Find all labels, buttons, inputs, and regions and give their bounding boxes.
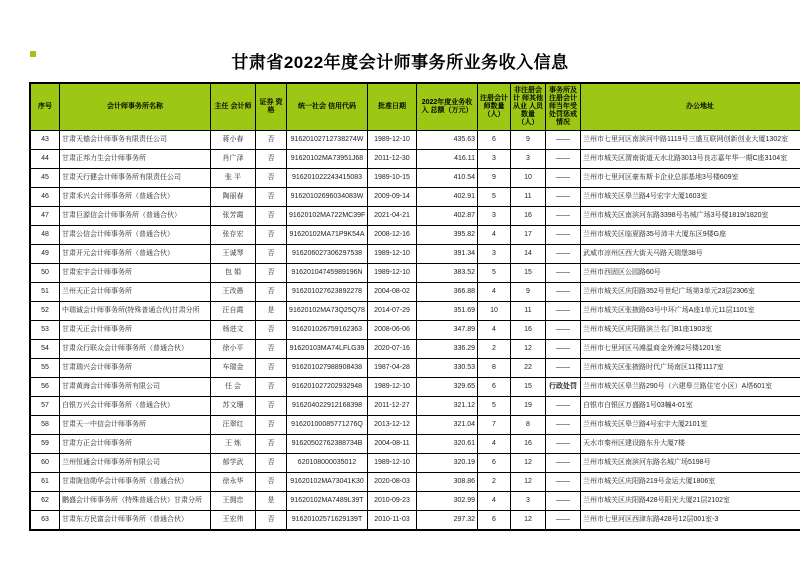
table-cell: —— xyxy=(546,283,581,302)
table-cell: 4 xyxy=(478,435,511,454)
table-cell: 62 xyxy=(30,492,60,511)
table-cell: 否 xyxy=(256,207,287,226)
table-cell: 甘肃宏宇会计师事务所 xyxy=(60,264,211,283)
table-row xyxy=(30,473,800,492)
table-cell: 甘肃方正会计师事务所 xyxy=(60,435,211,454)
table-cell: 王宏伟 xyxy=(211,511,256,531)
table-row xyxy=(30,226,800,245)
table-cell: 12 xyxy=(511,473,546,492)
table-cell: —— xyxy=(546,321,581,340)
table-cell: 兰州市城关区南滨河东路3398号名城广场3号楼1819/1820室 xyxy=(581,207,800,226)
table-cell: 6 xyxy=(478,378,511,397)
table-cell: 王 炼 xyxy=(211,435,256,454)
column-header: 2022年度业务收入 总额（万元） xyxy=(417,83,478,131)
table-cell: 1989-10-15 xyxy=(368,169,417,188)
table-cell: 916201022243415083 xyxy=(287,169,368,188)
table-cell: 甘肃禾兴会计师事务所（普通合伙） xyxy=(60,188,211,207)
table-cell: 347.89 xyxy=(417,321,478,340)
page-title: 甘肃省2022年度会计师事务所业务收入信息 xyxy=(231,53,569,72)
table-cell: 6 xyxy=(478,511,511,531)
table-cell: 鹏盛会计师事务所（特殊普通合伙）甘肃分所 xyxy=(60,492,211,511)
table-cell: —— xyxy=(546,169,581,188)
table-cell: 2008-12-16 xyxy=(368,226,417,245)
table-cell: 16 xyxy=(511,207,546,226)
table-cell: 徐永华 xyxy=(211,473,256,492)
table-cell: 366.88 xyxy=(417,283,478,302)
table-cell: 17 xyxy=(511,226,546,245)
table-cell: 兰州市城关区南滨河东路名城广场5198号 xyxy=(581,454,800,473)
table-cell: 51 xyxy=(30,283,60,302)
table-cell: 916201026759162363 xyxy=(287,321,368,340)
table-cell: 46 xyxy=(30,188,60,207)
table-cell: 395.82 xyxy=(417,226,478,245)
table-cell: 330.53 xyxy=(417,359,478,378)
table-cell: 351.69 xyxy=(417,302,478,321)
table-cell: 甘肃公信会计师事务所（普通合伙） xyxy=(60,226,211,245)
table-cell: —— xyxy=(546,359,581,378)
income-table xyxy=(29,82,800,531)
table-cell: 甘肃巨源信会计师事务所（普通合伙） xyxy=(60,207,211,226)
table-cell: 5 xyxy=(478,397,511,416)
table-cell: 否 xyxy=(256,188,287,207)
table-cell: 3 xyxy=(511,150,546,169)
table-cell: 否 xyxy=(256,473,287,492)
table-cell: 武威市凉州区西大街天马路天瑞堡38号 xyxy=(581,245,800,264)
table-cell: 中瑞诚会计师事务所(特殊普通合伙)甘肃分所 xyxy=(60,302,211,321)
table-cell: 2 xyxy=(478,340,511,359)
table-cell: 兰州市城关区庆阳路428号阳光大厦21层2102室 xyxy=(581,492,800,511)
table-cell: 54 xyxy=(30,340,60,359)
table-cell: 甘肃正邦力生会计师事务所 xyxy=(60,150,211,169)
table-cell: 1989-12-10 xyxy=(368,378,417,397)
table-cell: 61 xyxy=(30,473,60,492)
table-cell: 蒋小春 xyxy=(211,131,256,150)
table-cell: 91620102MA7489L39T xyxy=(287,492,368,511)
table-cell: 308.86 xyxy=(417,473,478,492)
table-cell: 91620102MA71P9K54A xyxy=(287,226,368,245)
table-cell: 4 xyxy=(478,321,511,340)
table-cell: 天水市秦州区建设路东升大厦7楼 xyxy=(581,435,800,454)
column-header: 事务所及 注册会计 师当年受 处罚惩戒 情况 xyxy=(546,83,581,131)
table-cell: 402.91 xyxy=(417,188,478,207)
table-cell: 1989-12-10 xyxy=(368,454,417,473)
table-cell: 22 xyxy=(511,359,546,378)
table-cell: 兰州恒通会计师事务所有限公司 xyxy=(60,454,211,473)
table-cell: 2008-06-06 xyxy=(368,321,417,340)
table-cell: 48 xyxy=(30,226,60,245)
table-cell: 63 xyxy=(30,511,60,531)
table-cell: —— xyxy=(546,416,581,435)
table-cell: 兰州市西固区公园路60号 xyxy=(581,264,800,283)
table-cell: 兰州市七里河区西津东路428号12层001室-3 xyxy=(581,511,800,531)
table-cell: 兰州市城关区临夏路35号沛丰大厦东区9楼G座 xyxy=(581,226,800,245)
table-cell: 否 xyxy=(256,150,287,169)
table-cell: 1989-12-10 xyxy=(368,264,417,283)
table-row xyxy=(30,397,800,416)
table-row xyxy=(30,302,800,321)
table-row xyxy=(30,321,800,340)
column-header: 注册会计 师数量 （人） xyxy=(478,83,511,131)
table-cell: 15 xyxy=(511,378,546,397)
table-cell: 是 xyxy=(256,302,287,321)
table-cell: 苏文珊 xyxy=(211,397,256,416)
table-cell: 否 xyxy=(256,435,287,454)
table-cell: 10 xyxy=(511,169,546,188)
table-cell: 2004-08-02 xyxy=(368,283,417,302)
table-cell: 行政处罚 xyxy=(546,378,581,397)
table-cell: 12 xyxy=(511,340,546,359)
table-cell: 王拥忠 xyxy=(211,492,256,511)
table-cell: 383.52 xyxy=(417,264,478,283)
table-row xyxy=(30,264,800,283)
table-cell: 兰州天正会计师事务所 xyxy=(60,283,211,302)
table-cell: 兰州市城关区皋兰路290号（六建皋兰路住宅小区）A塔601室 xyxy=(581,378,800,397)
table-cell: 4 xyxy=(478,226,511,245)
table-cell: 1987-04-28 xyxy=(368,359,417,378)
table-row xyxy=(30,435,800,454)
table-cell: 91620104745989196N xyxy=(287,264,368,283)
table-cell: 兰州市城关区张掖路63号中环广场A座1单元11层1101室 xyxy=(581,302,800,321)
table-cell: 2009-09-14 xyxy=(368,188,417,207)
table-cell: 10 xyxy=(478,302,511,321)
table-cell: —— xyxy=(546,226,581,245)
table-cell: 435.63 xyxy=(417,131,478,150)
table-cell: —— xyxy=(546,245,581,264)
table-cell: 否 xyxy=(256,378,287,397)
table-cell: 汪自霞 xyxy=(211,302,256,321)
table-cell: 甘肃天行健会计师事务所有限责任公司 xyxy=(60,169,211,188)
table-cell: 兰州市城关区庆阳路滨兰名门B1座1903室 xyxy=(581,321,800,340)
table-cell: 91620102MA722MC39F xyxy=(287,207,368,226)
table-cell: 兰州市七里河区南滨河中路1119号三盛互联网创新创业大厦1302室 xyxy=(581,131,800,150)
table-row xyxy=(30,492,800,511)
table-cell: 47 xyxy=(30,207,60,226)
table-cell: 肖广泽 xyxy=(211,150,256,169)
table-cell: 3 xyxy=(478,207,511,226)
table-cell: 包 娟 xyxy=(211,264,256,283)
table-cell: 甘肃天一中信会计师事务所 xyxy=(60,416,211,435)
table-cell: 11 xyxy=(511,188,546,207)
table-cell: —— xyxy=(546,397,581,416)
table-cell: 王改愚 xyxy=(211,283,256,302)
table-row xyxy=(30,283,800,302)
table-cell: 汪翠红 xyxy=(211,416,256,435)
table-cell: 杨进文 xyxy=(211,321,256,340)
table-cell: 59 xyxy=(30,435,60,454)
table-cell: 916204022912168398 xyxy=(287,397,368,416)
table-cell: 321.04 xyxy=(417,416,478,435)
table-cell: 416.11 xyxy=(417,150,478,169)
table-cell: 12 xyxy=(511,454,546,473)
table-cell: 6 xyxy=(478,454,511,473)
table-cell: 白银万兴会计师事务所（普通合伙） xyxy=(60,397,211,416)
table-cell: 兰州市城关区庆阳路219号金运大厦1806室 xyxy=(581,473,800,492)
table-cell: 16 xyxy=(511,321,546,340)
table-cell: 2021-04-21 xyxy=(368,207,417,226)
table-cell: 8 xyxy=(478,359,511,378)
table-cell: 车瑞金 xyxy=(211,359,256,378)
table-cell: 兰州市七里河区豪布斯卡企业总部基地3号楼609室 xyxy=(581,169,800,188)
column-header: 证券 资格 xyxy=(256,83,287,131)
table-row xyxy=(30,511,800,531)
table-cell: 49 xyxy=(30,245,60,264)
table-cell: 兰州市城关区庆阳路352号世纪广场第3单元23层2306室 xyxy=(581,283,800,302)
table-cell: 甘肃天德会计师事务有限责任公司 xyxy=(60,131,211,150)
table-cell: 1989-12-10 xyxy=(368,245,417,264)
table-cell: 否 xyxy=(256,283,287,302)
table-cell: 916206027306297538 xyxy=(287,245,368,264)
table-cell: 3 xyxy=(478,150,511,169)
table-cell: 391.34 xyxy=(417,245,478,264)
table-cell: 否 xyxy=(256,226,287,245)
table-row xyxy=(30,188,800,207)
table-cell: 12 xyxy=(511,511,546,531)
table-cell: 否 xyxy=(256,397,287,416)
table-row xyxy=(30,340,800,359)
table-cell: 甘肃开元会计师事务所（普通合伙） xyxy=(60,245,211,264)
table-cell: 兰州市城关区皋兰路4号宏宇大厦2101室 xyxy=(581,416,800,435)
table-cell: 916201027202932948 xyxy=(287,378,368,397)
table-cell: 1989-12-10 xyxy=(368,131,417,150)
table-row xyxy=(30,416,800,435)
table-cell: 郁学武 xyxy=(211,454,256,473)
table-cell: 5 xyxy=(478,188,511,207)
table-cell: 53 xyxy=(30,321,60,340)
table-cell: —— xyxy=(546,150,581,169)
table-cell: 2 xyxy=(478,473,511,492)
table-cell: 320.19 xyxy=(417,454,478,473)
column-header: 非注册会计 师其他从业 人员数量 （人） xyxy=(511,83,546,131)
table-cell: 52 xyxy=(30,302,60,321)
table-cell: 2011-12-30 xyxy=(368,150,417,169)
header-row xyxy=(30,83,800,131)
table-cell: 否 xyxy=(256,359,287,378)
table-cell: 329.65 xyxy=(417,378,478,397)
table-cell: 410.54 xyxy=(417,169,478,188)
table-cell: 否 xyxy=(256,169,287,188)
column-header: 会计师事务所名称 xyxy=(60,83,211,131)
table-row xyxy=(30,150,800,169)
table-cell: 15 xyxy=(511,264,546,283)
table-cell: 2020-07-16 xyxy=(368,340,417,359)
table-cell: 5 xyxy=(478,264,511,283)
table-cell: 16 xyxy=(511,435,546,454)
table-cell: 否 xyxy=(256,245,287,264)
table-cell: 321.12 xyxy=(417,397,478,416)
table-cell: 2020-08-03 xyxy=(368,473,417,492)
table-cell: 兰州市城关区皋兰路4号宏宇大厦1603室 xyxy=(581,188,800,207)
table-cell: 否 xyxy=(256,511,287,531)
table-cell: 91620502762388734B xyxy=(287,435,368,454)
table-cell: 甘肃众行联众会计师事务所（普通合伙） xyxy=(60,340,211,359)
table-cell: 91620100085771276Q xyxy=(287,416,368,435)
table-row xyxy=(30,207,800,226)
column-header: 批准日期 xyxy=(368,83,417,131)
table-cell: —— xyxy=(546,492,581,511)
table-cell: —— xyxy=(546,264,581,283)
table-cell: 297.32 xyxy=(417,511,478,531)
table-cell: 91620102571629139T xyxy=(287,511,368,531)
table-row xyxy=(30,245,800,264)
table-cell: 302.99 xyxy=(417,492,478,511)
table-row xyxy=(30,454,800,473)
table-cell: 91620102MA73Q25Q78 xyxy=(287,302,368,321)
table-row xyxy=(30,359,800,378)
table-cell: —— xyxy=(546,131,581,150)
table-cell: 19 xyxy=(511,397,546,416)
table-cell: 2010-11-03 xyxy=(368,511,417,531)
table-head xyxy=(30,83,800,131)
table-cell: 43 xyxy=(30,131,60,150)
table-cell: 2010-09-23 xyxy=(368,492,417,511)
table-cell: 916201027988908438 xyxy=(287,359,368,378)
table-cell: 8 xyxy=(511,416,546,435)
table-cell: —— xyxy=(546,511,581,531)
table-row xyxy=(30,131,800,150)
table-cell: 91620102MA73041K30 xyxy=(287,473,368,492)
table-cell: 14 xyxy=(511,245,546,264)
table-cell: —— xyxy=(546,340,581,359)
table-cell: 任 会 xyxy=(211,378,256,397)
table-cell: 320.61 xyxy=(417,435,478,454)
table-cell: 甘肃陇信勋华会计师事务所（普通合伙） xyxy=(60,473,211,492)
table-cell: 甘肃东方民富会计师事务所（普通合伙） xyxy=(60,511,211,531)
table-cell: 2013-12-12 xyxy=(368,416,417,435)
table-cell: 张芳霞 xyxy=(211,207,256,226)
table-cell: 否 xyxy=(256,264,287,283)
table-cell: —— xyxy=(546,207,581,226)
table-cell: —— xyxy=(546,435,581,454)
table-cell: 是 xyxy=(256,492,287,511)
table-cell: 陶丽春 xyxy=(211,188,256,207)
table-cell: 11 xyxy=(511,302,546,321)
table-cell: 否 xyxy=(256,416,287,435)
table-row xyxy=(30,378,800,397)
table-cell: 3 xyxy=(478,245,511,264)
table-cell: 2011-12-27 xyxy=(368,397,417,416)
table-cell: 兰州市城关区张掖路时代广场南区11楼1117室 xyxy=(581,359,800,378)
table-cell: 91620103MA74LFLG39 xyxy=(287,340,368,359)
column-header: 主任 会计师 xyxy=(211,83,256,131)
table-cell: 4 xyxy=(478,492,511,511)
table-cell: 44 xyxy=(30,150,60,169)
table-cell: 916201027623892278 xyxy=(287,283,368,302)
table-cell: 王诚琴 xyxy=(211,245,256,264)
table-cell: 徐小平 xyxy=(211,340,256,359)
table-cell: 兰州市七里河区马滩温商金外滩2号楼1201室 xyxy=(581,340,800,359)
table-cell: 2014-07-29 xyxy=(368,302,417,321)
table-cell: 4 xyxy=(478,283,511,302)
table-cell: 白银市白银区万盛路1号03幢4-01室 xyxy=(581,397,800,416)
table-cell: 45 xyxy=(30,169,60,188)
table-cell: 91620102712738274W xyxy=(287,131,368,150)
table-cell: 620108000035012 xyxy=(287,454,368,473)
table-cell: 336.29 xyxy=(417,340,478,359)
table-cell: 9 xyxy=(478,169,511,188)
table-cell: 张 平 xyxy=(211,169,256,188)
table-row xyxy=(30,169,800,188)
table-cell: 3 xyxy=(511,492,546,511)
table-cell: 50 xyxy=(30,264,60,283)
table-cell: 甘肃天正会计师事务所 xyxy=(60,321,211,340)
table-cell: 否 xyxy=(256,340,287,359)
column-header: 统一社会 信用代码 xyxy=(287,83,368,131)
column-header: 办公地址 xyxy=(581,83,800,131)
table-cell: 91620102696034083W xyxy=(287,188,368,207)
table-cell: 9 xyxy=(511,283,546,302)
table-cell: 55 xyxy=(30,359,60,378)
table-cell: 57 xyxy=(30,397,60,416)
table-cell: 56 xyxy=(30,378,60,397)
table-cell: 否 xyxy=(256,131,287,150)
table-cell: 7 xyxy=(478,416,511,435)
table-cell: 6 xyxy=(478,131,511,150)
table-cell: —— xyxy=(546,188,581,207)
table-cell: 兰州市城关区渭南街道天水北路3013号良志嘉年华一期C座3104室 xyxy=(581,150,800,169)
table-cell: —— xyxy=(546,302,581,321)
table-cell: 9 xyxy=(511,131,546,150)
table-cell: 2004-08-11 xyxy=(368,435,417,454)
table-cell: 60 xyxy=(30,454,60,473)
table-cell: 甘肃黄海会计师事务所有限公司 xyxy=(60,378,211,397)
table-body xyxy=(30,131,800,531)
table-cell: 甘肃瑞兴会计师事务所 xyxy=(60,359,211,378)
table-cell: 402.87 xyxy=(417,207,478,226)
table-cell: 91620102MA73951J68 xyxy=(287,150,368,169)
table-cell: —— xyxy=(546,454,581,473)
table-cell: 58 xyxy=(30,416,60,435)
table-cell: —— xyxy=(546,473,581,492)
table-cell: 否 xyxy=(256,454,287,473)
table-cell: 张存宏 xyxy=(211,226,256,245)
column-header: 序号 xyxy=(30,83,60,131)
table-cell: 否 xyxy=(256,321,287,340)
